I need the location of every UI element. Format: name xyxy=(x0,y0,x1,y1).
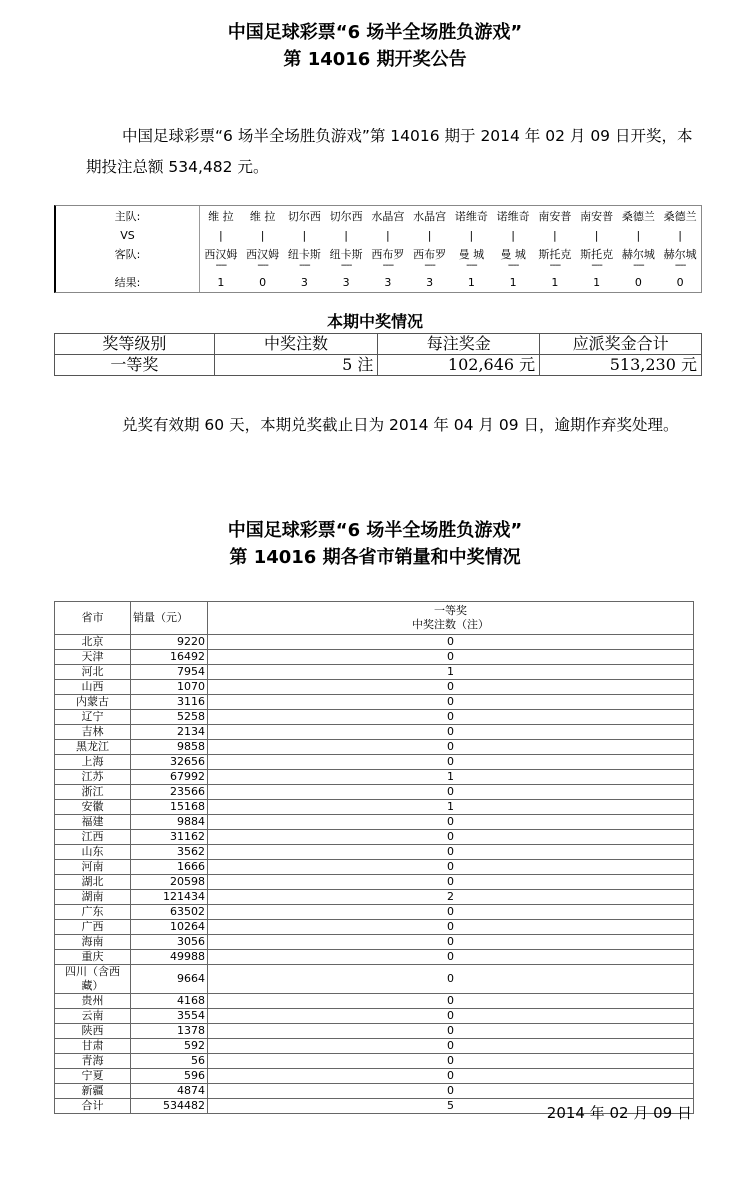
away-team: 斯托克 xyxy=(580,248,614,261)
province-prize-count: 0 xyxy=(208,935,694,950)
vs-mark: | xyxy=(678,229,682,242)
province-sales: 596 xyxy=(131,1069,208,1084)
province-name: 河南 xyxy=(55,860,131,875)
header-prize-count: 中奖注数（注） xyxy=(412,618,489,631)
match-table xyxy=(54,205,702,293)
province-name: 黑龙江 xyxy=(55,740,131,755)
away-team: 赫尔城 xyxy=(663,248,697,261)
match-game xyxy=(576,206,618,292)
notice-paragraph: 兑奖有效期 60 天，本期兑奖截止日为 2014 年 04 月 09 日，逾期作弃奖处理。 xyxy=(122,416,679,434)
province-prize-count: 0 xyxy=(208,785,694,800)
province-sales: 31162 xyxy=(131,830,208,845)
province-prize-count: 1 xyxy=(208,770,694,785)
dash-mark: ---- xyxy=(257,260,268,271)
province-name: 合计 xyxy=(55,1099,131,1114)
province-row xyxy=(55,950,694,965)
header-per-bet-prize: 每注奖金 xyxy=(378,334,540,355)
province-sales: 63502 xyxy=(131,905,208,920)
province-row xyxy=(55,845,694,860)
province-sales: 3116 xyxy=(131,695,208,710)
dash-mark: ---- xyxy=(340,260,352,271)
province-name: 湖北 xyxy=(55,875,131,890)
province-prize-count: 0 xyxy=(208,860,694,875)
province-prize-count: 0 xyxy=(208,695,694,710)
away-team: 西布罗 xyxy=(413,248,447,261)
dash-mark: ---- xyxy=(633,260,644,271)
total-prize: 513,230 元 xyxy=(540,355,702,376)
vs-label: VS xyxy=(120,229,135,242)
province-sales: 67992 xyxy=(131,770,208,785)
province-prize-count: 0 xyxy=(208,965,694,994)
per-bet-prize: 102,646 元 xyxy=(378,355,540,376)
vs-mark: | xyxy=(469,229,474,242)
province-name: 福建 xyxy=(55,815,131,830)
vs-mark: | xyxy=(260,229,265,242)
home-label: 主队: xyxy=(114,210,141,223)
province-sales: 15168 xyxy=(131,800,208,815)
province-prize-count: 0 xyxy=(208,875,694,890)
vs-mark: | xyxy=(219,229,223,242)
province-sales: 2134 xyxy=(131,725,208,740)
province-prize-count: 0 xyxy=(208,905,694,920)
dash-mark: ---- xyxy=(382,260,394,271)
province-row xyxy=(55,800,694,815)
province-row xyxy=(55,725,694,740)
province-sales: 23566 xyxy=(131,785,208,800)
header-prize-level: 一等奖 xyxy=(434,604,467,617)
dash-mark: ---- xyxy=(507,260,519,271)
prize-section-title: 本期中奖情况 xyxy=(326,312,423,331)
province-row xyxy=(55,920,694,935)
province-prize-count: 0 xyxy=(208,740,694,755)
province-name: 内蒙古 xyxy=(55,695,131,710)
province-title: 中国足球彩票“6 场半全场胜负游戏” xyxy=(227,520,523,541)
province-row xyxy=(55,755,694,770)
province-sales: 1378 xyxy=(131,1024,208,1039)
province-name: 湖南 xyxy=(55,890,131,905)
province-sales: 534482 xyxy=(131,1099,208,1114)
intro-paragraph: 中国足球彩票“6 场半全场胜负游戏”第 14016 期于 2014 年 02 月 09 日开奖，本期投注总额 534,482 元。 xyxy=(86,127,693,176)
prize-header-row xyxy=(55,334,702,355)
result-label: 结果: xyxy=(114,276,141,289)
province-name: 北京 xyxy=(55,635,131,650)
vs-mark: | xyxy=(594,229,599,242)
header-prize-level: 奖等级别 xyxy=(55,334,215,355)
province-prize-count: 0 xyxy=(208,994,694,1009)
home-team: 维 拉 xyxy=(208,210,234,223)
province-prize-count: 0 xyxy=(208,650,694,665)
match-game xyxy=(367,206,409,292)
province-row xyxy=(55,815,694,830)
dash-mark: ---- xyxy=(674,260,686,271)
vs-mark: | xyxy=(344,229,348,242)
province-sales: 1070 xyxy=(131,680,208,695)
match-result: 3 xyxy=(426,276,434,289)
province-subtitle: 第 14016 期各省市销量和中奖情况 xyxy=(229,547,521,568)
match-game xyxy=(409,206,451,292)
province-name: 重庆 xyxy=(55,950,131,965)
match-result: 0 xyxy=(259,276,267,289)
match-result: 1 xyxy=(467,276,475,289)
province-row xyxy=(55,710,694,725)
province-name: 广东 xyxy=(55,905,131,920)
province-name: 广西 xyxy=(55,920,131,935)
province-name: 宁夏 xyxy=(55,1069,131,1084)
province-row xyxy=(55,695,694,710)
province-row xyxy=(55,905,694,920)
home-team: 桑德兰 xyxy=(663,210,697,223)
winning-count: 5 注 xyxy=(214,355,378,376)
match-game xyxy=(325,206,367,292)
home-team: 诺维奇 xyxy=(496,210,530,223)
home-team: 水晶宫 xyxy=(371,210,405,223)
province-prize-count: 0 xyxy=(208,845,694,860)
province-prize-count: 0 xyxy=(208,830,694,845)
dash-mark: ---- xyxy=(424,260,435,271)
province-row xyxy=(55,740,694,755)
match-result: 1 xyxy=(593,276,601,289)
match-game xyxy=(242,206,284,292)
dash-mark: ---- xyxy=(591,260,602,271)
match-game xyxy=(534,206,576,292)
match-games xyxy=(200,206,701,292)
header-province: 省市 xyxy=(55,602,131,635)
away-team: 斯托克 xyxy=(538,248,572,261)
province-name: 吉林 xyxy=(55,725,131,740)
province-sales: 56 xyxy=(131,1054,208,1069)
match-game xyxy=(451,206,493,292)
header-first-prize xyxy=(208,602,694,635)
vs-mark: | xyxy=(386,229,390,242)
away-label: 客队: xyxy=(114,248,141,261)
announcement-subtitle: 第 14016 期开奖公告 xyxy=(283,49,467,70)
province-sales: 16492 xyxy=(131,650,208,665)
province-sales: 3554 xyxy=(131,1009,208,1024)
province-sales: 7954 xyxy=(131,665,208,680)
dash-mark: ---- xyxy=(299,260,310,271)
province-name: 山西 xyxy=(55,680,131,695)
province-name: 新疆 xyxy=(55,1084,131,1099)
province-name: 河北 xyxy=(55,665,131,680)
province-sales: 49988 xyxy=(131,950,208,965)
vs-mark: | xyxy=(553,229,557,242)
province-prize-count: 5 xyxy=(208,1099,694,1114)
match-result: 1 xyxy=(551,276,559,289)
announcement-title: 中国足球彩票“6 场半全场胜负游戏” xyxy=(227,22,523,43)
province-name: 江苏 xyxy=(55,770,131,785)
province-prize-count: 0 xyxy=(208,1084,694,1099)
match-game xyxy=(284,206,326,292)
province-sales: 121434 xyxy=(131,890,208,905)
home-team: 桑德兰 xyxy=(621,210,655,223)
away-team: 赫尔城 xyxy=(621,248,655,261)
province-row xyxy=(55,1069,694,1084)
province-prize-count: 0 xyxy=(208,1054,694,1069)
province-name: 浙江 xyxy=(55,785,131,800)
vs-mark: | xyxy=(511,229,515,242)
province-row xyxy=(55,785,694,800)
province-prize-count: 0 xyxy=(208,1024,694,1039)
match-result: 3 xyxy=(384,276,392,289)
away-team: 曼 城 xyxy=(500,248,526,261)
province-prize-count: 2 xyxy=(208,890,694,905)
province-prize-count: 0 xyxy=(208,1009,694,1024)
province-sales: 1666 xyxy=(131,860,208,875)
province-prize-count: 0 xyxy=(208,680,694,695)
province-row xyxy=(55,1084,694,1099)
province-row xyxy=(55,1039,694,1054)
province-name: 海南 xyxy=(55,935,131,950)
province-row xyxy=(55,680,694,695)
match-result: 1 xyxy=(509,276,517,289)
province-name: 陕西 xyxy=(55,1024,131,1039)
header-sales: 销量（元） xyxy=(131,602,208,635)
vs-mark: | xyxy=(636,229,641,242)
match-row-labels xyxy=(56,206,200,292)
prize-table xyxy=(54,333,702,376)
prize-level: 一等奖 xyxy=(55,355,215,376)
province-sales: 3056 xyxy=(131,935,208,950)
province-row xyxy=(55,860,694,875)
home-team: 诺维奇 xyxy=(454,210,488,223)
province-row xyxy=(55,830,694,845)
province-prize-count: 1 xyxy=(208,800,694,815)
province-sales: 3562 xyxy=(131,845,208,860)
province-prize-count: 0 xyxy=(208,950,694,965)
province-row xyxy=(55,770,694,785)
province-prize-count: 0 xyxy=(208,815,694,830)
away-team: 西汉姆 xyxy=(204,248,238,261)
vs-mark: | xyxy=(302,229,307,242)
home-team: 切尔西 xyxy=(329,210,363,223)
province-sales: 32656 xyxy=(131,755,208,770)
province-prize-count: 0 xyxy=(208,755,694,770)
home-team: 南安普 xyxy=(580,210,614,223)
province-name: 天津 xyxy=(55,650,131,665)
dash-mark: ---- xyxy=(466,260,477,271)
province-name: 四川（含西藏） xyxy=(55,965,131,994)
match-result: 3 xyxy=(300,276,308,289)
province-sales: 4874 xyxy=(131,1084,208,1099)
header-total-prize: 应派奖金合计 xyxy=(540,334,702,355)
dash-mark: ---- xyxy=(215,260,227,271)
province-row xyxy=(55,665,694,680)
prize-row xyxy=(55,355,702,376)
province-name: 辽宁 xyxy=(55,710,131,725)
match-game xyxy=(492,206,534,292)
province-name: 上海 xyxy=(55,755,131,770)
match-result: 0 xyxy=(676,276,684,289)
province-name: 贵州 xyxy=(55,994,131,1009)
province-sales: 9858 xyxy=(131,740,208,755)
province-row xyxy=(55,994,694,1009)
home-team: 维 拉 xyxy=(249,210,276,223)
province-row xyxy=(55,635,694,650)
province-sales: 20598 xyxy=(131,875,208,890)
province-row xyxy=(55,1054,694,1069)
away-team: 纽卡斯 xyxy=(329,248,363,261)
home-team: 水晶宫 xyxy=(413,210,447,223)
home-team: 切尔西 xyxy=(287,210,321,223)
match-game xyxy=(659,206,701,292)
province-name: 江西 xyxy=(55,830,131,845)
province-row xyxy=(55,965,694,994)
province-prize-count: 0 xyxy=(208,710,694,725)
away-team: 曼 城 xyxy=(458,248,485,261)
province-prize-count: 0 xyxy=(208,725,694,740)
away-team: 西汉姆 xyxy=(246,248,280,261)
home-team: 南安普 xyxy=(538,210,572,223)
away-team: 西布罗 xyxy=(371,248,405,261)
province-prize-count: 0 xyxy=(208,1039,694,1054)
match-result: 3 xyxy=(342,276,350,289)
province-row xyxy=(55,875,694,890)
province-sales: 9664 xyxy=(131,965,208,994)
match-result: 0 xyxy=(634,276,642,289)
match-game xyxy=(200,206,242,292)
province-row xyxy=(55,1009,694,1024)
province-table xyxy=(54,601,694,1114)
dash-mark: ---- xyxy=(549,260,561,271)
province-sales: 4168 xyxy=(131,994,208,1009)
province-row xyxy=(55,1024,694,1039)
province-sales: 5258 xyxy=(131,710,208,725)
province-name: 甘肃 xyxy=(55,1039,131,1054)
province-header-row xyxy=(55,602,694,635)
vs-mark: | xyxy=(427,229,432,242)
province-prize-count: 0 xyxy=(208,920,694,935)
province-sales: 9884 xyxy=(131,815,208,830)
province-sales: 592 xyxy=(131,1039,208,1054)
match-game xyxy=(618,206,660,292)
province-row xyxy=(55,650,694,665)
province-name: 安徽 xyxy=(55,800,131,815)
province-prize-count: 0 xyxy=(208,635,694,650)
away-team: 纽卡斯 xyxy=(287,248,321,261)
province-sales: 9220 xyxy=(131,635,208,650)
province-row xyxy=(55,890,694,905)
footer-date: 2014 年 02 月 09 日 xyxy=(546,1104,692,1122)
header-winning-count: 中奖注数 xyxy=(214,334,378,355)
match-result: 1 xyxy=(217,276,225,289)
province-name: 青海 xyxy=(55,1054,131,1069)
province-name: 云南 xyxy=(55,1009,131,1024)
province-row xyxy=(55,935,694,950)
province-sales: 10264 xyxy=(131,920,208,935)
province-name: 山东 xyxy=(55,845,131,860)
province-prize-count: 0 xyxy=(208,1069,694,1084)
province-prize-count: 1 xyxy=(208,665,694,680)
